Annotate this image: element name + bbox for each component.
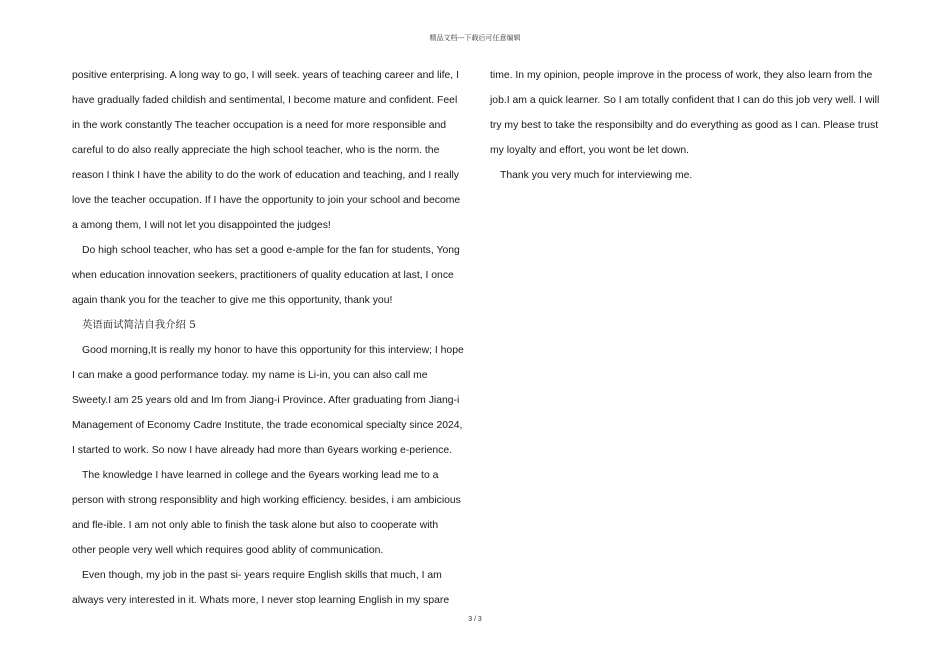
left-column [72,63,464,613]
paragraph: The knowledge I have learned in college and the 6years working lead me to a person with strong responsiblity and high working efficiency. besides, i am ambicious and fle-ible. I am not only able to finish the task alone but also to cooperate with other people very well which requires good ablity of communication. [72,470,461,556]
paragraph: Do high school teacher, who has set a good e-ample for the fan for students, Yong when education innovation seekers, practitioners of quality education at last, I once again thank you for the teacher to give me this opportunity, thank you! [72,245,460,306]
page-number: 3 / 3 [468,616,482,623]
right-column [490,63,882,188]
paragraph: positive enterprising. A long way to go, I will seek. years of teaching career and life, I have gradually faded childish and sentimental, I become mature and confident. Feel in the work constantly The teacher occupation is a need for more responsible and careful to do also really appreciate the high school teacher, who is the norm. the reason I think I have the ability to do the work of education and teaching, and I really love the teacher occupation. If I have the opportunity to join your school and become a among them, I will not let you disappointed the judges! [72,70,461,231]
section-heading: 英语面试简洁自我介绍 5 [82,319,196,331]
paragraph: Good morning,It is really my honor to have this opportunity for this interview; I hope I can make a good performance today. my name is Li-in, you can also call me Sweety.I am 25 years old and Im from Jiang-i Province. After graduating from Jiang-i Management of Economy Cadre Institute, the trade economical specialty since 2024, I started to work. So now I have already had more than 6years working e-perience. [72,345,464,456]
paragraph: Even though, my job in the past si- years require English skills that much, I am always very interested in it. Whats more, I never stop learning English in my spare [72,570,450,606]
header-note: 精品文档---下载后可任意编辑 [429,34,521,42]
paragraph: time. In my opinion, people improve in the process of work, they also learn from the job.I am a quick learner. So I am totally confident that I can do this job very well. I will try my best to take the responsibilty and do everything as good as I can. Please trust my loyalty and effort, you wont be let down. [490,70,880,156]
paragraph: Thank you very much for interviewing me. [500,170,693,181]
